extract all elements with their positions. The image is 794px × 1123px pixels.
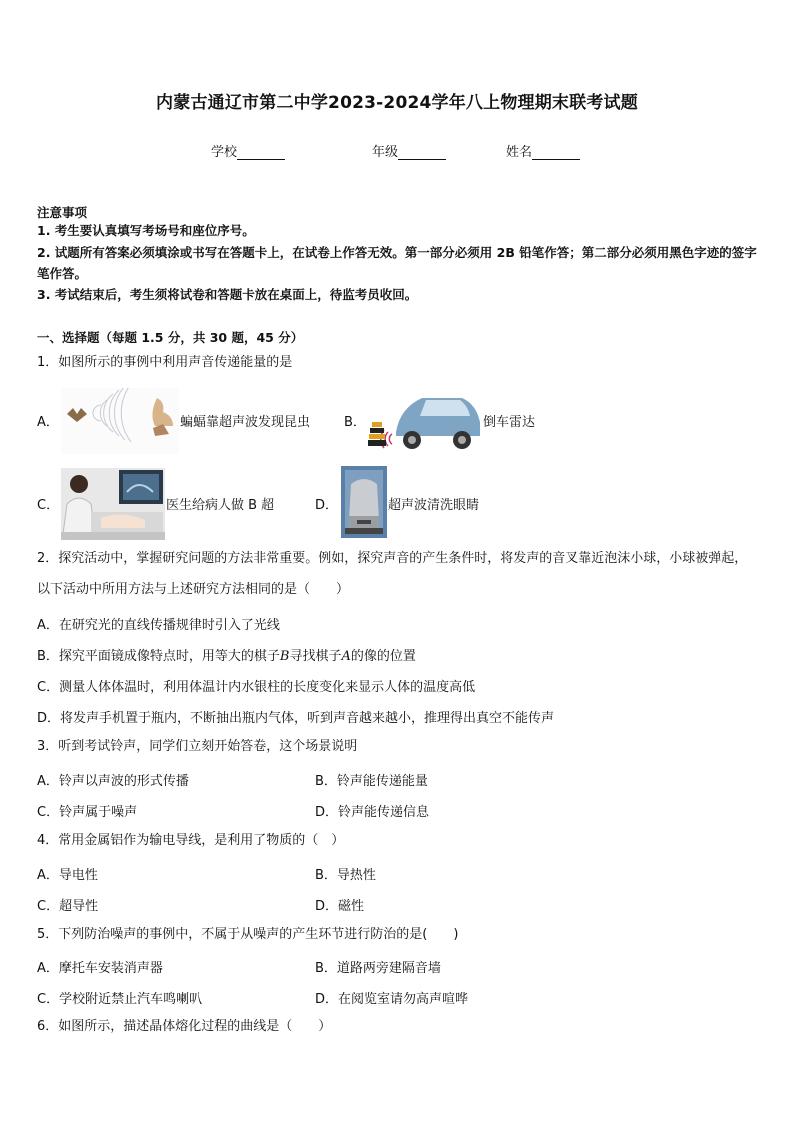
q5-option-b[interactable]: B．道路两旁建隔音墙 (315, 961, 441, 976)
notes-heading: 注意事项 (37, 205, 88, 220)
q2-option-b-pre: B．探究平面镜成像特点时，用等大的棋子 (37, 649, 280, 664)
q3-option-a[interactable]: A．铃声以声波的形式传播 (37, 774, 189, 789)
q1-option-c-label[interactable]: C． (37, 498, 60, 513)
q1-option-d-label[interactable]: D． (315, 498, 339, 513)
ultrasonic-cleaner-image (341, 466, 387, 538)
q2-option-d[interactable]: D．将发声手机置于瓶内，不断抽出瓶内气体，听到声音越来越小，推理得出真空不能传声 (37, 711, 555, 726)
question-1-stem: 1．如图所示的事例中利用声音传递能量的是 (37, 355, 293, 370)
school-label: 学校 (211, 145, 238, 160)
reversing-car-radar-image (366, 384, 482, 454)
q2-option-a[interactable]: A．在研究光的直线传播规律时引入了光线 (37, 618, 280, 633)
exam-title: 内蒙古通辽市第二中学2023-2024学年八上物理期末联考试题 (156, 93, 638, 113)
q1-option-a-label[interactable]: A． (37, 415, 59, 430)
question-2-stem: 2．探究活动中，掌握研究问题的方法非常重要。例如，探究声音的产生条件时，将发声的音叉靠近泡沫小球，小球被弹起，以下活动中所用方法与上述研究方法相同的是（ ） (37, 551, 748, 597)
question-4-stem: 4．常用金属铝作为输电导线，是利用了物质的（ ） (37, 833, 345, 848)
q5-option-d[interactable]: D．在阅览室请勿高声喧哗 (315, 992, 469, 1007)
school-blank[interactable] (237, 147, 285, 160)
q4-option-a[interactable]: A．导电性 (37, 868, 98, 883)
school-field (211, 141, 285, 160)
q1-option-b-label[interactable]: B． (344, 415, 366, 430)
q3-option-b[interactable]: B．铃声能传递能量 (315, 774, 428, 789)
q1-option-b-text: 倒车雷达 (483, 415, 536, 430)
grade-field (372, 141, 446, 160)
grade-blank[interactable] (398, 147, 446, 160)
note-item: 1. 考生要认真填写考场号和座位序号。 (37, 223, 255, 238)
b-ultrasound-exam-image (61, 468, 165, 540)
q1-option-c-text: 医生给病人做 B 超 (166, 498, 275, 513)
q2-option-b-mid: 寻找棋子 (289, 649, 342, 664)
name-field (506, 141, 580, 160)
name-blank[interactable] (532, 147, 580, 160)
q1-option-a-text: 蝙蝠靠超声波发现昆虫 (180, 415, 311, 430)
q4-option-d[interactable]: D．磁性 (315, 899, 365, 914)
note-item: 3. 考试结束后，考生须将试卷和答题卡放在桌面上，待监考员收回。 (37, 287, 418, 302)
question-3-stem: 3．听到考试铃声，同学们立刻开始答卷，这个场景说明 (37, 739, 358, 754)
section-heading: 一、选择题（每题 1.5 分，共 30 题，45 分） (37, 330, 304, 345)
q3-option-c[interactable]: C．铃声属于噪声 (37, 805, 138, 820)
name-label: 姓名 (506, 145, 533, 160)
q2-option-c[interactable]: C．测量人体体温时，利用体温计内水银柱的长度变化来显示人体的温度高低 (37, 680, 476, 695)
grade-label: 年级 (372, 145, 399, 160)
q2-option-b-post: 的像的位置 (350, 649, 416, 664)
q5-option-a[interactable]: A．摩托车安装消声器 (37, 961, 163, 976)
q5-option-c[interactable]: C．学校附近禁止汽车鸣喇叭 (37, 992, 203, 1007)
bat-ultrasound-image (61, 388, 179, 454)
q4-option-b[interactable]: B．导热性 (315, 868, 376, 883)
piece-b-variable: B (279, 649, 290, 664)
q2-option-b[interactable] (37, 645, 416, 664)
question-6-stem: 6．如图所示，描述晶体熔化过程的曲线是（ ） (37, 1019, 332, 1034)
q3-option-d[interactable]: D．铃声能传递信息 (315, 805, 430, 820)
q4-option-c[interactable]: C．超导性 (37, 899, 99, 914)
piece-a-variable: A (341, 649, 351, 664)
q1-option-d-text: 超声波清洗眼睛 (388, 498, 480, 513)
question-5-stem: 5．下列防治噪声的事例中，不属于从噪声的产生环节进行防治的是( ) (37, 927, 459, 942)
note-item: 2. 试题所有答案必须填涂或书写在答题卡上，在试卷上作答无效。第一部分必须用 2B 铅笔作答；第二部分必须用黑色字迹的签字笔作答。 (37, 245, 757, 281)
